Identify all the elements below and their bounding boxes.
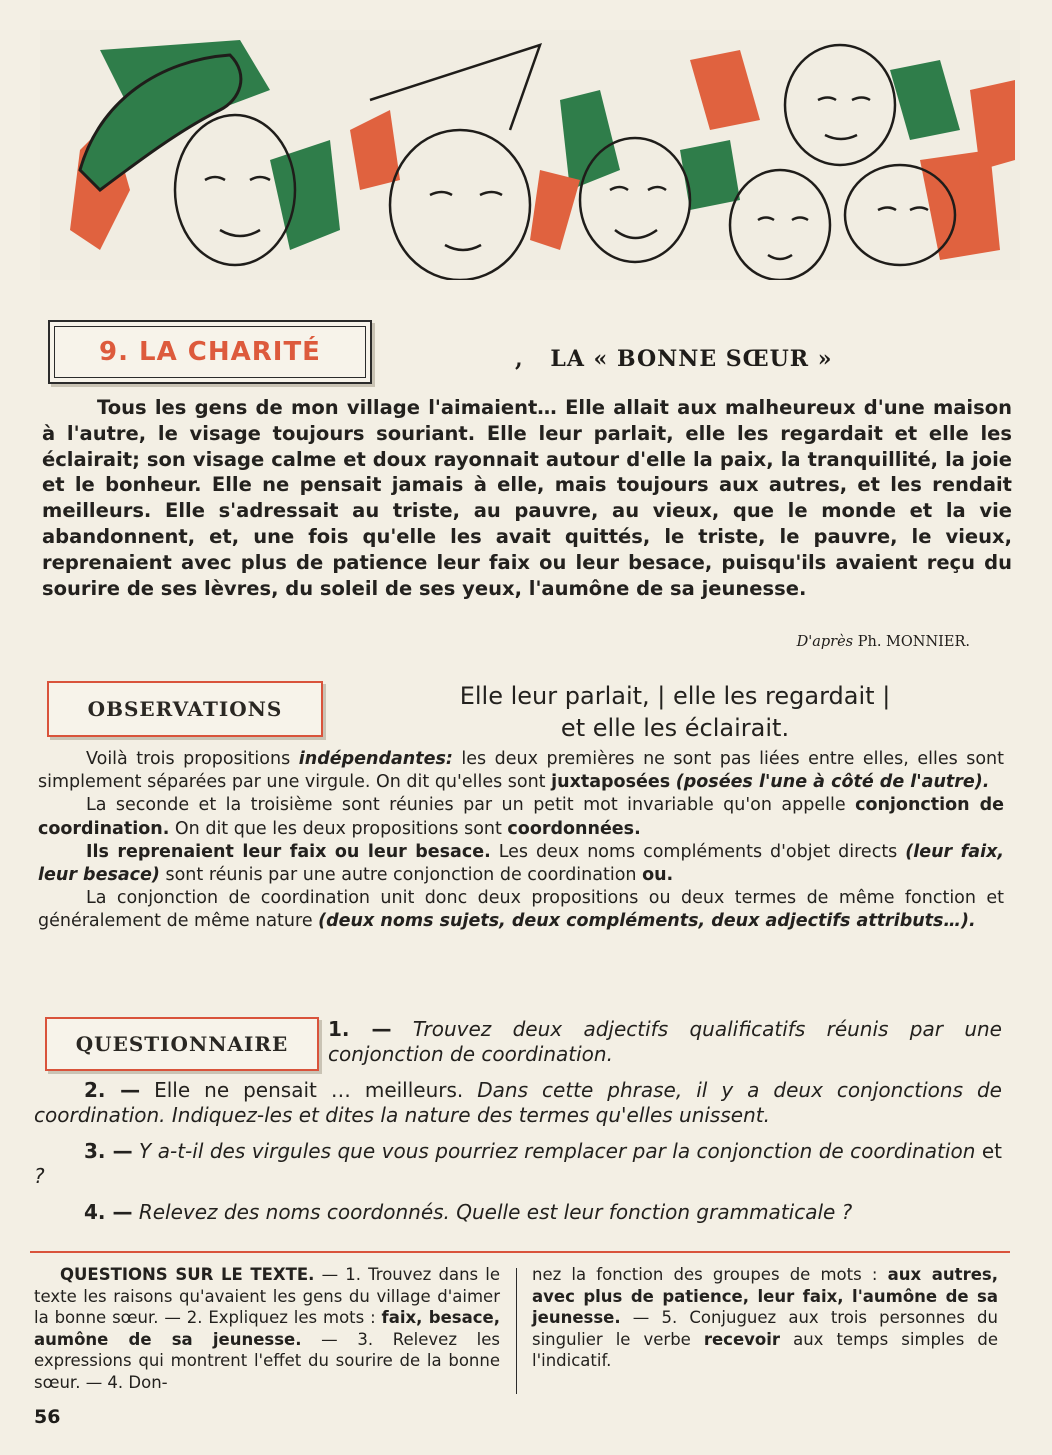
question-4 (34, 1200, 1002, 1225)
text-questions-right-d: recevoir (703, 1329, 781, 1349)
obs-p2-b: conjonction de coordination. (38, 795, 1005, 839)
text-questions-right-a: nez la fonction des groupes de mots : (532, 1265, 888, 1284)
question-2-quote: Elle ne pensait … meilleurs. (140, 1078, 464, 1102)
question-4-number: 4. — (84, 1200, 133, 1224)
obs-p1-b: indépendantes: (298, 749, 453, 769)
observations-example-line2: et elle les éclairait. (560, 714, 790, 742)
question-1 (328, 1017, 1002, 1066)
obs-p3-b: Les deux noms compléments d'objet directs (490, 841, 906, 862)
question-3-text: Y a-t-il des virgules que vous pourriez remplacer par la conjonction de coordination (132, 1139, 982, 1163)
question-2-text: Dans cette phrase, il y a deux conjonctions de coordination. Indiquez-les et dites la nature des termes qu'elles unissent. (34, 1078, 1002, 1127)
text-questions-right (532, 1264, 998, 1372)
reading-text: Tous les gens de mon village l'aimaient… Elle allait aux malheureux d'une maison à l'autre, le visage toujours souriant. Elle leur parlait, elle les regardait et elle les éclairait; son visage calme et doux rayonnait autour d'elle la paix, la tranquillité, la joie et le bonheur. Elle ne pensait jamais à elle, mais toujours aux autres, et les rendait meilleurs. Elle s'adressait au triste, au pauvre, au vieux, que le monde et la vie abandonnent, et, une fois qu'elle les avait quittés, le triste, le pauvre, le vieux, reprenaient avec plus de patience leur faix ou leur besace, puisqu'ils avaient reçu du sourire de ses lèvres, du soleil de ses yeux, l'aumône de sa jeunesse. (42, 396, 1012, 600)
section-divider (30, 1251, 1010, 1253)
obs-p1-a: Voilà trois propositions (86, 749, 299, 769)
lesson-title: 9. LA CHARITÉ (99, 337, 321, 367)
text-questions-right-b: aux autres, avec plus de patience, leur faix, l'aumône de sa jeunesse. (532, 1265, 998, 1328)
observations-example (430, 680, 920, 744)
author-prefix: D'après (796, 634, 854, 650)
observations-paragraph-3 (38, 841, 1004, 887)
text-questions-heading: QUESTIONS SUR LE TEXTE. (60, 1265, 315, 1284)
question-2-number: 2. — (84, 1078, 141, 1102)
text-questions-left-b: faix, besace, aumône de sa jeunesse. (34, 1308, 500, 1349)
observations-example-line1: Elle leur parlait, | elle les regardait | (459, 682, 891, 710)
obs-p3-e: ou. (642, 865, 674, 886)
text-questions-right-c: — 5. Conjuguez aux trois personnes du singulier le verbe (532, 1308, 998, 1349)
reading-title-bullet: , (515, 346, 524, 372)
observations-paragraph-2 (38, 794, 1004, 840)
obs-p1-c: les deux premières ne sont pas liées entre elles, elles sont simplement séparées par une virgule. On dit qu'elles sont (38, 749, 1004, 793)
reading-title: LA « BONNE SŒUR » (550, 346, 833, 372)
questionnaire-list (34, 1017, 1002, 1237)
question-1-text: Trouvez deux adjectifs qualificatifs réunis par une conjonction de coordination. (328, 1017, 1002, 1066)
observations-paragraph-1 (38, 748, 1004, 794)
observations-box (47, 681, 323, 737)
obs-p4-b: (deux noms sujets, deux compléments, deux adjectifs attributs…). (318, 911, 976, 932)
obs-p3-d: sont réunis par une autre conjonction de coordination (159, 865, 643, 886)
lesson-title-box (48, 320, 372, 384)
text-questions-left-a: — 1. Trouvez dans le texte les raisons qu'avaient les gens du village d'aimer la bonne sœur. — 2. Expliquez les mots : (34, 1265, 501, 1328)
question-4-text: Relevez des noms coordonnés. Quelle est leur fonction grammaticale ? (132, 1200, 853, 1224)
author-name: Ph. MONNIER. (857, 634, 970, 650)
question-3-quote: et (981, 1139, 1002, 1163)
obs-p3-c: (leur faix, leur besace) (38, 841, 1005, 886)
lesson-title-inner (54, 326, 366, 378)
observations-paragraph-4 (38, 887, 1004, 933)
question-3-end: ? (34, 1163, 45, 1188)
question-3-number: 3. — (84, 1139, 133, 1163)
observations-text (38, 748, 1004, 934)
author-credit (797, 634, 970, 650)
text-questions-right-e: aux temps simples de l'indicatif. (532, 1329, 998, 1371)
question-3 (34, 1139, 1002, 1188)
question-2 (34, 1078, 1002, 1127)
obs-p1-d: juxtaposées (551, 772, 671, 793)
obs-p2-a: La seconde et la troisième sont réunies par un petit mot invariable qu'on appelle (86, 795, 856, 816)
obs-p1-f: (posées l'une à côté de l'autre). (675, 772, 990, 793)
illustration-drawing (40, 30, 1020, 280)
text-questions-left (34, 1264, 500, 1394)
text-questions-left-c: — 3. Relevez les expressions qui montrent l'effet du sourire de la bonne sœur. — 4. Don- (34, 1329, 501, 1392)
obs-p4-a: La conjonction de coordination unit donc deux propositions ou deux termes de même fonction et généralement de même nature (38, 888, 1004, 932)
obs-p3-a: Ils reprenaient leur faix ou leur besace. (86, 841, 491, 862)
column-divider (516, 1268, 517, 1394)
reading-title-row (515, 346, 833, 372)
illustration-crowd-faces (40, 30, 1020, 280)
page-number: 56 (34, 1406, 61, 1428)
observations-label: OBSERVATIONS (87, 697, 283, 721)
obs-p2-c: On dit que les deux propositions sont (169, 818, 508, 839)
questionnaire-label: QUESTIONNAIRE (75, 1032, 289, 1056)
question-1-number: 1. — (328, 1017, 392, 1041)
obs-p2-d: coordonnées. (507, 818, 641, 839)
